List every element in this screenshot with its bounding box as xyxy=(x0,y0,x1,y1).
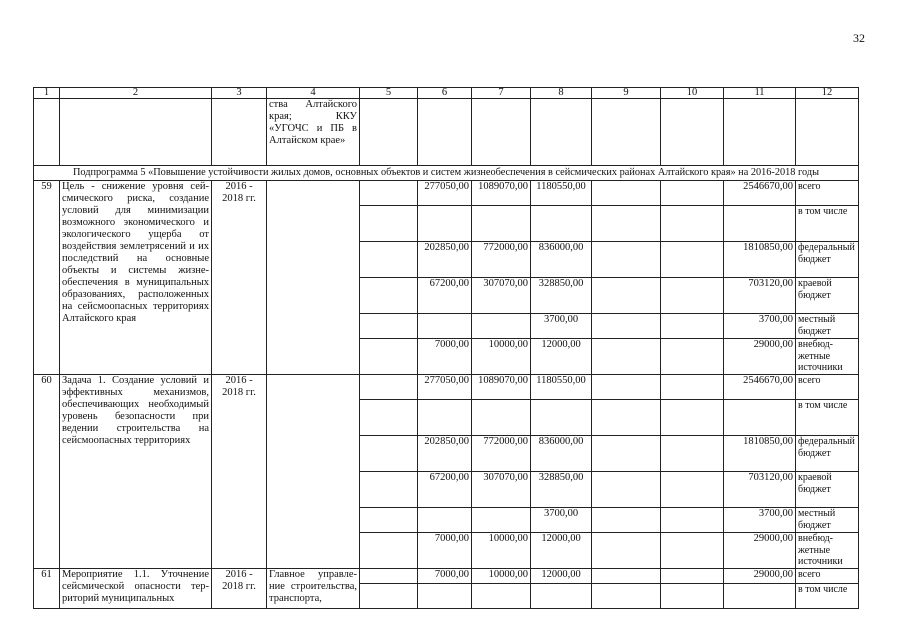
table-cell xyxy=(418,99,472,166)
amount-2017: 772000,00 xyxy=(472,436,531,472)
empty-cell xyxy=(360,584,418,609)
amount-2016 xyxy=(418,314,472,339)
amount-2017 xyxy=(472,508,531,533)
empty-cell xyxy=(360,339,418,375)
empty-cell xyxy=(592,569,661,584)
amount-2017: 307070,00 xyxy=(472,472,531,508)
empty-cell xyxy=(360,436,418,472)
amount-2017: 10000,00 xyxy=(472,339,531,375)
subprogram-title: Подпрограмма 5 «Повышение устойчивости жилых домов, основных объектов и систем жизнеобеспечения в сейсмических районах Алтайского края» на 2016-2018 годы xyxy=(34,166,859,181)
column-header: 3 xyxy=(212,88,267,99)
amount-2017 xyxy=(472,206,531,242)
amount-2017: 307070,00 xyxy=(472,278,531,314)
empty-cell xyxy=(360,375,418,400)
empty-cell xyxy=(592,375,661,400)
empty-cell xyxy=(360,206,418,242)
amount-2016: 67200,00 xyxy=(418,278,472,314)
amount-2016: 202850,00 xyxy=(418,436,472,472)
funding-source: в том числе xyxy=(796,400,859,436)
row-title: Мероприятие 1.1. Уточнение сейсмической опасности территорий муниципальных xyxy=(60,569,212,609)
subprogram-row xyxy=(34,166,859,181)
empty-cell xyxy=(661,339,724,375)
column-header: 11 xyxy=(724,88,796,99)
empty-cell xyxy=(360,508,418,533)
funding-source: внебюджетные источники xyxy=(796,533,859,569)
funding-source: федеральный бюджет xyxy=(796,242,859,278)
empty-cell xyxy=(661,569,724,584)
amount-total xyxy=(724,206,796,242)
column-header: 7 xyxy=(472,88,531,99)
funding-source: всего xyxy=(796,569,859,584)
empty-cell xyxy=(592,436,661,472)
amount-total: 2546670,00 xyxy=(724,181,796,206)
amount-2018: 3700,00 xyxy=(531,508,592,533)
empty-cell xyxy=(661,472,724,508)
empty-cell xyxy=(592,339,661,375)
amount-2017: 10000,00 xyxy=(472,533,531,569)
amount-total xyxy=(724,400,796,436)
empty-cell xyxy=(661,242,724,278)
amount-2016 xyxy=(418,584,472,609)
row-period: 2016 - 2018 гг. xyxy=(212,569,267,609)
amount-2017 xyxy=(472,400,531,436)
funding-source: краевой бюджет xyxy=(796,278,859,314)
empty-cell xyxy=(592,400,661,436)
amount-2018 xyxy=(531,206,592,242)
amount-total: 3700,00 xyxy=(724,314,796,339)
amount-2018: 3700,00 xyxy=(531,314,592,339)
amount-2016 xyxy=(418,400,472,436)
amount-2016: 202850,00 xyxy=(418,242,472,278)
empty-cell xyxy=(592,584,661,609)
funding-source: в том числе xyxy=(796,206,859,242)
empty-cell xyxy=(592,181,661,206)
amount-2018: 328850,00 xyxy=(531,278,592,314)
empty-cell xyxy=(661,533,724,569)
amount-2017 xyxy=(472,314,531,339)
program-table xyxy=(33,87,859,609)
empty-cell xyxy=(592,472,661,508)
column-header: 4 xyxy=(267,88,360,99)
amount-2016 xyxy=(418,508,472,533)
empty-cell xyxy=(661,375,724,400)
row-number: 61 xyxy=(34,569,60,609)
amount-total: 29000,00 xyxy=(724,339,796,375)
amount-2017: 1089070,00 xyxy=(472,181,531,206)
column-header: 6 xyxy=(418,88,472,99)
column-header: 12 xyxy=(796,88,859,99)
amount-total: 29000,00 xyxy=(724,569,796,584)
amount-2018 xyxy=(531,400,592,436)
row-title: Цель - снижение уровня сейсмического риска, создание условий для минимизации возможного экономического и экологического ущерба от воздействия землетрясений и их последствий на основные объекты и системы жизнеобеспечения в муниципальных образованиях, расположенных на сейсмоопасных территориях Алтайского края xyxy=(60,181,212,375)
empty-cell xyxy=(360,242,418,278)
row-title: Задача 1. Создание условий и эффективных механизмов, обеспечивающих необходимый уровень безопасности при ведении строительства на сейсмоопасных территориях xyxy=(60,375,212,569)
column-header: 5 xyxy=(360,88,418,99)
table-row xyxy=(34,181,859,206)
amount-2018: 12000,00 xyxy=(531,569,592,584)
table-cell xyxy=(661,99,724,166)
empty-cell xyxy=(360,472,418,508)
amount-2018: 836000,00 xyxy=(531,242,592,278)
amount-2017 xyxy=(472,584,531,609)
empty-cell xyxy=(360,569,418,584)
table-cell xyxy=(472,99,531,166)
amount-total: 1810850,00 xyxy=(724,242,796,278)
executor-cell: ства Алтайского края; ККУ «УГОЧС и ПБ в Алтайском крае» xyxy=(267,99,360,166)
empty-cell xyxy=(661,400,724,436)
amount-2016: 67200,00 xyxy=(418,472,472,508)
amount-2018: 328850,00 xyxy=(531,472,592,508)
empty-cell xyxy=(661,436,724,472)
amount-2018: 12000,00 xyxy=(531,533,592,569)
table-cell xyxy=(212,99,267,166)
row-period: 2016 - 2018 гг. xyxy=(212,181,267,375)
empty-cell xyxy=(661,508,724,533)
row-period: 2016 - 2018 гг. xyxy=(212,375,267,569)
funding-source: местный бюджет xyxy=(796,314,859,339)
empty-cell xyxy=(661,314,724,339)
amount-2017: 772000,00 xyxy=(472,242,531,278)
amount-total: 703120,00 xyxy=(724,472,796,508)
column-header: 8 xyxy=(531,88,592,99)
amount-total: 2546670,00 xyxy=(724,375,796,400)
amount-total: 29000,00 xyxy=(724,533,796,569)
amount-total: 1810850,00 xyxy=(724,436,796,472)
column-header: 1 xyxy=(34,88,60,99)
funding-source: всего xyxy=(796,375,859,400)
column-header: 9 xyxy=(592,88,661,99)
table-cell xyxy=(724,99,796,166)
funding-source: внебюджетные источники xyxy=(796,339,859,375)
table-cell xyxy=(796,99,859,166)
amount-2017: 10000,00 xyxy=(472,569,531,584)
table-cell xyxy=(531,99,592,166)
empty-cell xyxy=(661,206,724,242)
amount-2018: 1180550,00 xyxy=(531,181,592,206)
row-executor xyxy=(267,181,360,375)
funding-source: всего xyxy=(796,181,859,206)
amount-2018: 12000,00 xyxy=(531,339,592,375)
empty-cell xyxy=(360,278,418,314)
empty-cell xyxy=(592,508,661,533)
empty-cell xyxy=(360,314,418,339)
amount-2018 xyxy=(531,584,592,609)
table-cell xyxy=(34,99,60,166)
amount-2016 xyxy=(418,206,472,242)
amount-2018: 1180550,00 xyxy=(531,375,592,400)
table-row xyxy=(34,375,859,400)
column-number-row xyxy=(34,88,859,99)
funding-source: краевой бюджет xyxy=(796,472,859,508)
empty-cell xyxy=(592,278,661,314)
empty-cell xyxy=(592,242,661,278)
row-executor xyxy=(267,375,360,569)
row-executor: Главное управление строительства, транспорта, xyxy=(267,569,360,609)
empty-cell xyxy=(360,533,418,569)
empty-cell xyxy=(592,533,661,569)
empty-cell xyxy=(661,181,724,206)
row-number: 59 xyxy=(34,181,60,375)
table-row xyxy=(34,569,859,584)
table-cell xyxy=(592,99,661,166)
funding-source: федеральный бюджет xyxy=(796,436,859,472)
column-header: 10 xyxy=(661,88,724,99)
amount-2016: 277050,00 xyxy=(418,181,472,206)
table-cell xyxy=(60,99,212,166)
amount-2017: 1089070,00 xyxy=(472,375,531,400)
page-number: 32 xyxy=(853,31,865,45)
amount-2016: 7000,00 xyxy=(418,569,472,584)
table-cell xyxy=(360,99,418,166)
empty-cell xyxy=(360,400,418,436)
empty-cell xyxy=(592,314,661,339)
continuation-row xyxy=(34,99,859,166)
amount-2016: 277050,00 xyxy=(418,375,472,400)
amount-2018: 836000,00 xyxy=(531,436,592,472)
empty-cell xyxy=(360,181,418,206)
amount-2016: 7000,00 xyxy=(418,339,472,375)
empty-cell xyxy=(661,584,724,609)
row-number: 60 xyxy=(34,375,60,569)
amount-2016: 7000,00 xyxy=(418,533,472,569)
column-header: 2 xyxy=(60,88,212,99)
amount-total: 3700,00 xyxy=(724,508,796,533)
amount-total xyxy=(724,584,796,609)
empty-cell xyxy=(592,206,661,242)
empty-cell xyxy=(661,278,724,314)
amount-total: 703120,00 xyxy=(724,278,796,314)
funding-source: местный бюджет xyxy=(796,508,859,533)
funding-source: в том числе xyxy=(796,584,859,609)
